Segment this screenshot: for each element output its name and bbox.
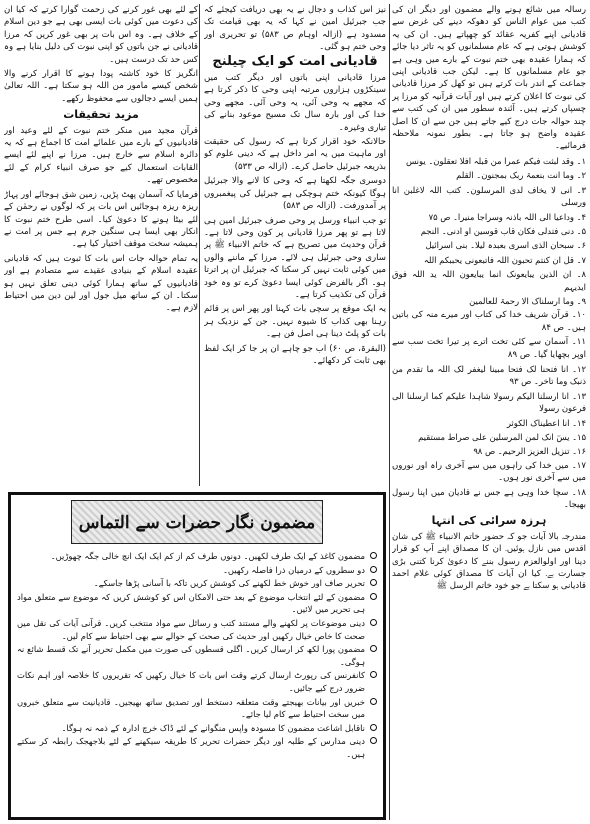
right-subheading: ہرزہ سرائی کی انتہا xyxy=(431,514,547,528)
left-paragraph: انگریز کا خود کاشتہ پودا ہونے کا اقرار کرنے والا شخص کیسے مامور من اللہ ہو سکتا ہے۔ اللہ تعالیٰ ہمیں ایسے دجالوں سے محفوظ رکھے۔ xyxy=(4,69,198,104)
quote-item: ۱۴۔ انا اعطیناک الکوثر xyxy=(506,417,586,428)
left-paragraph: فرمایا کہ آسمان پھٹ پڑیں، زمین شق ہوجائے اور پہاڑ ریزہ ریزہ ہوجائیں اس بات پر کہ لوگوں نے رحمٰن کے لئے بیٹا ہونے کا دعویٰ کیا۔ اسی طرح ختم نبوت کا انکار بھی ایسا ہی سنگین جرم ہے جس پر امت نے ہمیشہ سخت موقف اختیار کیا ہے۔ xyxy=(4,189,198,250)
middle-paragraph: یہ ایک موقع پر سچی بات کہنا اور پھر اس پر قائم رہنا بھی کذاب کا شیوہ نہیں۔ جن کے نزدیک ہر بات کو پلٹ دینا ہی اصل فن ہے۔ xyxy=(204,304,386,340)
notice-title: مضمون نگار حضرات سے التماس xyxy=(71,500,323,544)
left-column xyxy=(4,4,198,486)
quote-item: ۷۔ قل ان کنتم تحبون اللہ فاتبعونی یحببکم اللہ xyxy=(423,254,586,265)
middle-paragraph: حالانکہ خود اقرار کرتا ہے کہ رسول کی حقیقت اور ماہیت میں یہ امر داخل ہے کہ دینی علوم کو بذریعہ جبرئیل حاصل کرے۔ (ازالہ ص ۵۳۳) xyxy=(204,137,386,172)
notice-item: خبریں اور بیانات بھیجتے وقت متعلقہ دستخط اور تصدیق ساتھ بھیجیں۔ قادیانیت سے متعلق خبروں میں سخت احتیاط سے کام لیا جائے۔ xyxy=(17,696,377,721)
circle-bullet-icon xyxy=(370,724,377,731)
quote-item: ۶۔ سبحان الذی اسری بعبدہ لیلا۔ بنی اسرائیل xyxy=(425,240,586,251)
quote-list xyxy=(392,155,586,512)
quote-item: ۱۲۔ انا فتحنا لک فتحا مبینا لیغفر لک اللہ ما تقدم من ذنبک وما تاخر۔ ص ۹۳ xyxy=(392,363,586,387)
middle-paragraph: (البقرۃ، ص ۶۰) اب جو چاہے ان پر جا کر ایک لفظ بھی ثابت کر دکھائے۔ xyxy=(204,343,386,366)
middle-intro: نیز اس کذاب و دجال نے یہ بھی دریافت کیجئے کہ جب جبرئیل امین نے کہا کہ یہ بھی قیامت تک مسدود ہے (ازالہ اوہام ص ۵۸۳) تو تحریری اور وحی ختم ہو گئی۔ xyxy=(204,5,386,53)
right-column xyxy=(392,4,586,820)
notice-item: مضمون پورا لکھ کر ارسال کریں۔ اگلی قسطوں کی صورت میں مکمل تحریر آنے تک قسط شائع نہ ہوگی۔ xyxy=(17,643,377,668)
notice-item: مضمون کاغذ کے ایک طرف لکھیں۔ دونوں طرف کم از کم ایک ایک انچ خالی جگہ چھوڑیں۔ xyxy=(17,550,377,563)
quote-item: ۹۔ وما ارسلناک الا رحمۃ للعالمین xyxy=(469,295,586,306)
circle-bullet-icon xyxy=(370,593,377,600)
quote-item: ۱۱۔ آسمان سے کئی تخت اترے پر تیرا تخت سب سے اوپر بچھایا گیا۔ ص ۸۹ xyxy=(392,337,586,360)
notice-item: ناقابل اشاعت مضمون کا مسودہ واپس منگوانے کے لئے ڈاک خرچ ادارہ کے ذمہ نہ ہوگا۔ xyxy=(17,722,377,735)
quote-item: ۱۔ وقد لبثت فیکم عمرا من قبلہ افلا تعقلون۔ یونس xyxy=(406,155,586,166)
circle-bullet-icon xyxy=(370,566,377,573)
contributors-notice-box xyxy=(8,492,386,820)
notice-item: دو سطروں کے درمیان ذرا فاصلہ رکھیں۔ xyxy=(17,564,377,577)
left-subheading: مزید تحقیقات xyxy=(63,108,139,122)
circle-bullet-icon xyxy=(370,579,377,586)
middle-paragraph: تو جب انبیاء ورسل پر وحی صرف جبرئیل امین ہی لاتا ہے تو پھر مرزا قادیانی پر کون وحی لاتا ہے۔ قرآن وحدیث میں تصریح ہے کہ خاتم الانبیاء ﷺ پر ساری وحی جبرئیل ہی لائے۔ مرزا کے ماننے والوں میں کوئی ثابت نہیں کر سکتا کہ جبرئیل ان پر اترتا ہو۔ اگر بالفرض کوئی ایسا دعویٰ کرے تو وہ خود قرآن کی تکذیب کرتا ہے۔ xyxy=(204,215,386,300)
notice-list xyxy=(17,550,377,761)
quote-item: ۵۔ دنی فتدلی فکان قاب قوسین او ادنی۔ النجم xyxy=(420,225,586,236)
quote-item: ۱۳۔ انا ارسلنا الیکم رسولا شاہدا علیکم کما ارسلنا الی فرعون رسولا xyxy=(392,390,586,414)
middle-paragraph: دوسری جگہ لکھتا ہے کہ وحی کا لانے والا جبرئیل ہوگا کیونکہ ختم ہوچکی ہے جبرئیل کی پیغمبروں پر آمدورفت۔ (ازالہ ص ۵۸۳) xyxy=(204,176,386,212)
challenge-heading: قادیانی امت کو ایک چیلنج xyxy=(212,53,378,69)
middle-column xyxy=(204,4,386,486)
circle-bullet-icon xyxy=(370,552,377,559)
quote-item: ۱۰۔ قرآن شریف خدا کی کتاب اور میرے منہ کی باتیں ہیں۔ ص ۸۴ xyxy=(392,310,586,333)
quote-item: ۱۷۔ میں خدا کی راہوں میں سے آخری راہ اور نوروں میں سے آخری نور ہوں۔ xyxy=(392,460,586,484)
column-divider xyxy=(389,4,390,820)
middle-paragraph: مرزا قادیانی اپنی باتوں اور دیگر کتب میں سینکڑوں ہزاروں مرتبہ اپنی وحی کا ذکر کرتا ہے کہ مجھے یہ وحی آئی، یہ وحی آئی۔ مجھے وحی خدا کی اور بارہ سال تک مسیح موعود بنانے کی تیاری وغیرہ۔ xyxy=(204,73,386,133)
column-divider xyxy=(199,4,200,486)
notice-item: مضمون کے لئے انتخاب موضوع کے بعد حتی الامکان اس کو کوشش کریں کہ موضوع سے متعلق مواد ہی تحریر میں لائیں۔ xyxy=(17,591,377,616)
newspaper-page xyxy=(4,4,586,820)
right-closing: مندرجہ بالا آیات جو کہ حضور خاتم الانبیاء ﷺ کی شان اقدس میں نازل ہوئیں۔ ان کا مصداق اپنے آپ کو قرار دینا اور اولوالعزم رسول بننے کا دعویٰ کرنا کتنی بڑی جسارت ہے۔ کیا ان آیات کا مصداق کوئی غلام احمد قادیانی ہو سکتا ہے جو خود خاتم الرسل ﷺ xyxy=(392,531,586,592)
circle-bullet-icon xyxy=(370,737,377,744)
quote-item: ۴۔ وداعیا الی اللہ باذنہ وسراجا منیرا۔ ص ۷۵ xyxy=(428,211,586,222)
notice-item: کانفرنس کی رپورٹ ارسال کرتے وقت اس بات کا خیال رکھیں کہ تقریروں کا خلاصہ اور اہم نکات ضرور درج کیے جائیں۔ xyxy=(17,669,377,694)
quote-item: ۸۔ ان الذین یبایعونک انما یبایعون اللہ ید اللہ فوق ایدیہم xyxy=(392,269,586,292)
notice-item: دینی موضوعات پر لکھنے والے مستند کتب و رسائل سے مواد منتخب کریں۔ قرآنی آیات کی نقل میں صحت کا خاص خیال رکھیں اور حدیث کی صحت کے حوالے سے بھی احتیاط سے کام لیں۔ xyxy=(17,617,377,642)
left-paragraph: کے لئے بھی غور کرنے کی زحمت گوارا کرتے کہ کیا ان کی دعوت میں کوئی بات ایسی بھی ہے جو دین اسلام کے خلاف ہے۔ وہ اس بات پر بھی غور کریں کہ مرزا قادیانی نے جن باتوں کو اپنی نبوت کی دلیل بنایا ہے وہ کس حد تک درست ہیں۔ xyxy=(4,5,198,65)
notice-item: تحریر صاف اور خوش خط لکھنے کی کوشش کریں تاکہ با آسانی پڑھا جاسکے۔ xyxy=(17,577,377,590)
circle-bullet-icon xyxy=(370,698,377,705)
circle-bullet-icon xyxy=(370,645,377,652)
circle-bullet-icon xyxy=(370,671,377,678)
left-paragraph: یہ تمام حوالہ جات اس بات کا ثبوت ہیں کہ قادیانی عقیدہ اسلام کے بنیادی عقیدے سے متصادم ہے اور قادیانیوں کے ساتھ ہمارا کوئی دینی تعلق نہیں ہو سکتا۔ ان کے ساتھ میل جول اور لین دین میں احتیاط لازم ہے۔ xyxy=(4,253,198,314)
quote-item: ۱۶۔ تنزیل العزیز الرحیم۔ ص ۹۸ xyxy=(473,446,586,457)
left-paragraph: قرآن مجید میں منکر ختم نبوت کے لئے وعید اور قادیانیوں کے بارے میں علمائے امت کا اجماع ہے کہ یہ دائرہ اسلام سے خارج ہیں۔ مرزا نے اپنے لئے ایسے القابات استعمال کیے جو صرف انبیاء کرام کے لئے مخصوص تھے۔ xyxy=(4,125,198,186)
quote-item: ۲۔ وما انت بنعمۃ ربک بمجنون۔ القلم xyxy=(456,170,586,181)
right-intro: رسالہ میں شائع ہونے والے مضمون اور دیگر ان کی کتب میں عوام الناس کو دھوکہ دینے کی غرض سے قادیانی اپنے کفریہ عقائد کو چھپاتے ہیں۔ ان کی یہ کوشش ہوتی ہے کہ عام مسلمانوں کو یہ تاثر دیا جائے کہ ہمارا عقیدہ بھی ختم نبوت کے بارے میں وہی ہے جو عام مسلمانوں کا ہے۔ لیکن جب قادیانی اپنی جماعت کے اندر بات کرتے ہیں تو کھل کر مرزا قادیانی کی نبوت کا اعلان کرتے ہیں اور آیات قرآنیہ کو مرزا پر چسپاں کرتے ہیں۔ آئندہ سطور میں ان کی کتب سے چند حوالہ جات درج کیے جاتے ہیں جن سے ان کا اصل عقیدہ واضح ہو جاتا ہے۔ بطور نمونہ ملاحظہ فرمائیے۔ xyxy=(392,5,586,152)
notice-item: دینی مدارس کے طلبہ اور دیگر حضرات تحریر کا طریقہ سیکھنے کے لئے بلاجھجک رابطہ کر سکتے ہیں۔ xyxy=(17,735,377,760)
quote-item: ۳۔ انی لا یخاف لدی المرسلون۔ کتب اللہ لاغلبن انا ورسلی xyxy=(392,184,586,208)
quote-item: ۱۵۔ یسٓ انک لمن المرسلین علی صراط مستقیم xyxy=(418,432,586,442)
circle-bullet-icon xyxy=(370,619,377,626)
quote-item: ۱۸۔ سچا خدا وہی ہے جس نے قادیان میں اپنا رسول بھیجا۔ xyxy=(392,487,586,511)
